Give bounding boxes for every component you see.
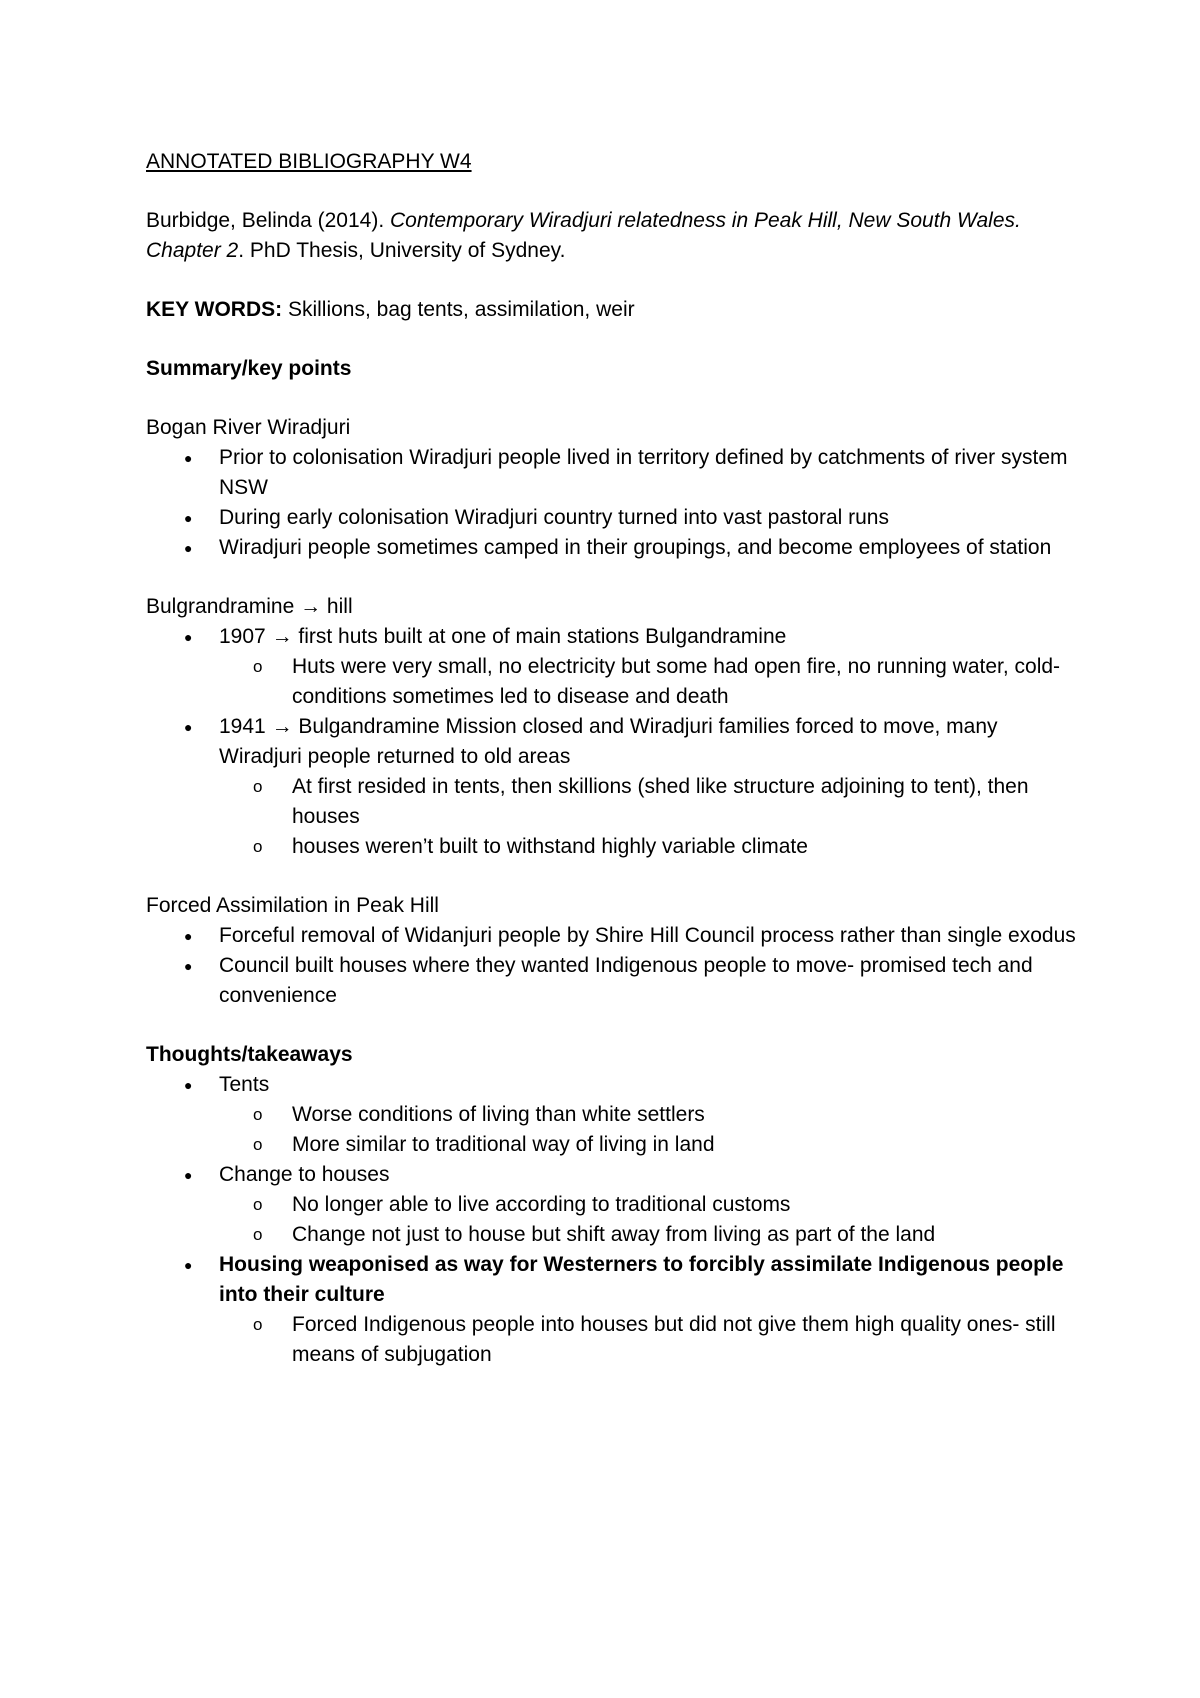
section-title: Bogan River Wiradjuri [146, 416, 351, 439]
bullet-list [146, 921, 1086, 1011]
list-item-text: first huts built at one of main stations Bulgandramine [292, 625, 787, 648]
list-item [146, 443, 1086, 503]
bullet-icon: ● [184, 958, 193, 974]
bullet-list [146, 1070, 1086, 1370]
arrow-icon: → [271, 715, 293, 738]
citation-rest: . PhD Thesis, University of Sydney. [238, 239, 566, 262]
keywords [146, 295, 1086, 325]
section-bulgrandramine [146, 592, 1086, 862]
sub-list-item [219, 652, 1086, 712]
list-item [146, 1250, 1086, 1370]
bullet-list [146, 443, 1086, 563]
document-title: ANNOTATED BIBLIOGRAPHY W4 [146, 150, 472, 173]
section-title-suffix: hill [321, 595, 353, 618]
sub-bullet-icon: o [253, 837, 263, 856]
list-item [146, 921, 1086, 951]
keywords-value: Skillions, bag tents, assimilation, weir [282, 298, 635, 321]
list-item-text: Forceful removal of Widanjuri people by Shire Hill Council process rather than single exodus [219, 924, 1076, 947]
bullet-icon: ● [184, 510, 193, 526]
bullet-icon: ● [184, 1257, 193, 1273]
sub-list-item-text: No longer able to live according to traditional customs [292, 1193, 791, 1216]
sub-bullet-list [219, 1100, 1086, 1160]
list-item-text: Housing weaponised as way for Westerners to forcibly assimilate Indigenous people into their culture [219, 1253, 1064, 1306]
thoughts-heading: Thoughts/takeaways [146, 1043, 353, 1066]
sub-list-item [219, 1310, 1086, 1370]
sub-bullet-list [219, 1310, 1086, 1370]
sub-list-item-text: At first resided in tents, then skillions (shed like structure adjoining to tent), then houses [292, 775, 1029, 828]
sub-list-item [219, 772, 1086, 832]
list-item-text: Council built houses where they wanted Indigenous people to move- promised tech and convenience [219, 954, 1033, 1007]
section-thoughts [146, 1040, 1086, 1370]
list-item [146, 533, 1086, 563]
bullet-list [146, 622, 1086, 862]
section-title-prefix: Bulgrandramine [146, 595, 301, 618]
list-item-text: During early colonisation Wiradjuri country turned into vast pastoral runs [219, 506, 889, 529]
sub-bullet-icon: o [253, 1315, 263, 1334]
sub-bullet-icon: o [253, 777, 263, 796]
list-item-text: Change to houses [219, 1163, 390, 1186]
list-item-text: Tents [219, 1073, 270, 1096]
sub-bullet-list [219, 1190, 1086, 1250]
list-item-text: Prior to colonisation Wiradjuri people lived in territory defined by catchments of river system NSW [219, 446, 1068, 499]
sub-list-item [219, 832, 1086, 862]
citation-authors: Burbidge, Belinda (2014). [146, 209, 390, 232]
list-item-text: Wiradjuri people sometimes camped in their groupings, and become employees of station [219, 536, 1052, 559]
arrow-icon: → [271, 625, 293, 648]
sub-list-item-text: Worse conditions of living than white settlers [292, 1103, 705, 1126]
list-item-text: Bulgandramine Mission closed and Wiradjuri families forced to move, many Wiradjuri people returned to old areas [219, 715, 998, 768]
sub-bullet-list [219, 652, 1086, 712]
section-bogan-river [146, 413, 1086, 563]
bullet-icon: ● [184, 1077, 193, 1093]
citation-title: Contemporary Wiradjuri relatedness in Peak Hill, New South Wales. Chapter 2 [146, 209, 1021, 262]
bullet-icon: ● [184, 1167, 193, 1183]
sub-bullet-icon: o [253, 1105, 263, 1124]
section-title: Forced Assimilation in Peak Hill [146, 894, 439, 917]
section-title [146, 592, 1086, 622]
list-item [146, 622, 1086, 712]
sub-list-item [219, 1100, 1086, 1130]
sub-list-item-text: houses weren’t built to withstand highly variable climate [292, 835, 808, 858]
sub-bullet-list [219, 772, 1086, 862]
sub-bullet-icon: o [253, 1195, 263, 1214]
arrow-icon: → [300, 595, 322, 618]
sub-list-item [219, 1190, 1086, 1220]
list-item-year: 1941 [219, 715, 272, 738]
document-page [146, 147, 1086, 1399]
sub-list-item-text: Huts were very small, no electricity but some had open fire, no running water, cold- conditions sometimes led to disease and death [292, 655, 1061, 708]
sub-bullet-icon: o [253, 1225, 263, 1244]
sub-list-item-text: Forced Indigenous people into houses but did not give them high quality ones- still means of subjugation [292, 1313, 1056, 1366]
citation [146, 206, 1086, 266]
list-item [146, 1070, 1086, 1160]
sub-list-item [219, 1220, 1086, 1250]
list-item [146, 1160, 1086, 1250]
list-item [146, 712, 1086, 862]
sub-list-item [219, 1130, 1086, 1160]
summary-heading: Summary/key points [146, 357, 352, 380]
list-item [146, 503, 1086, 533]
section-forced-assimilation [146, 891, 1086, 1011]
sub-bullet-icon: o [253, 1135, 263, 1154]
bullet-icon: ● [184, 540, 193, 556]
list-item-year: 1907 [219, 625, 272, 648]
list-item [146, 951, 1086, 1011]
sub-bullet-icon: o [253, 657, 263, 676]
sub-list-item-text: Change not just to house but shift away from living as part of the land [292, 1223, 936, 1246]
bullet-icon: ● [184, 928, 193, 944]
bullet-icon: ● [184, 719, 193, 735]
bullet-icon: ● [184, 450, 193, 466]
keywords-label: KEY WORDS: [146, 298, 283, 321]
bullet-icon: ● [184, 629, 193, 645]
sub-list-item-text: More similar to traditional way of living in land [292, 1133, 715, 1156]
